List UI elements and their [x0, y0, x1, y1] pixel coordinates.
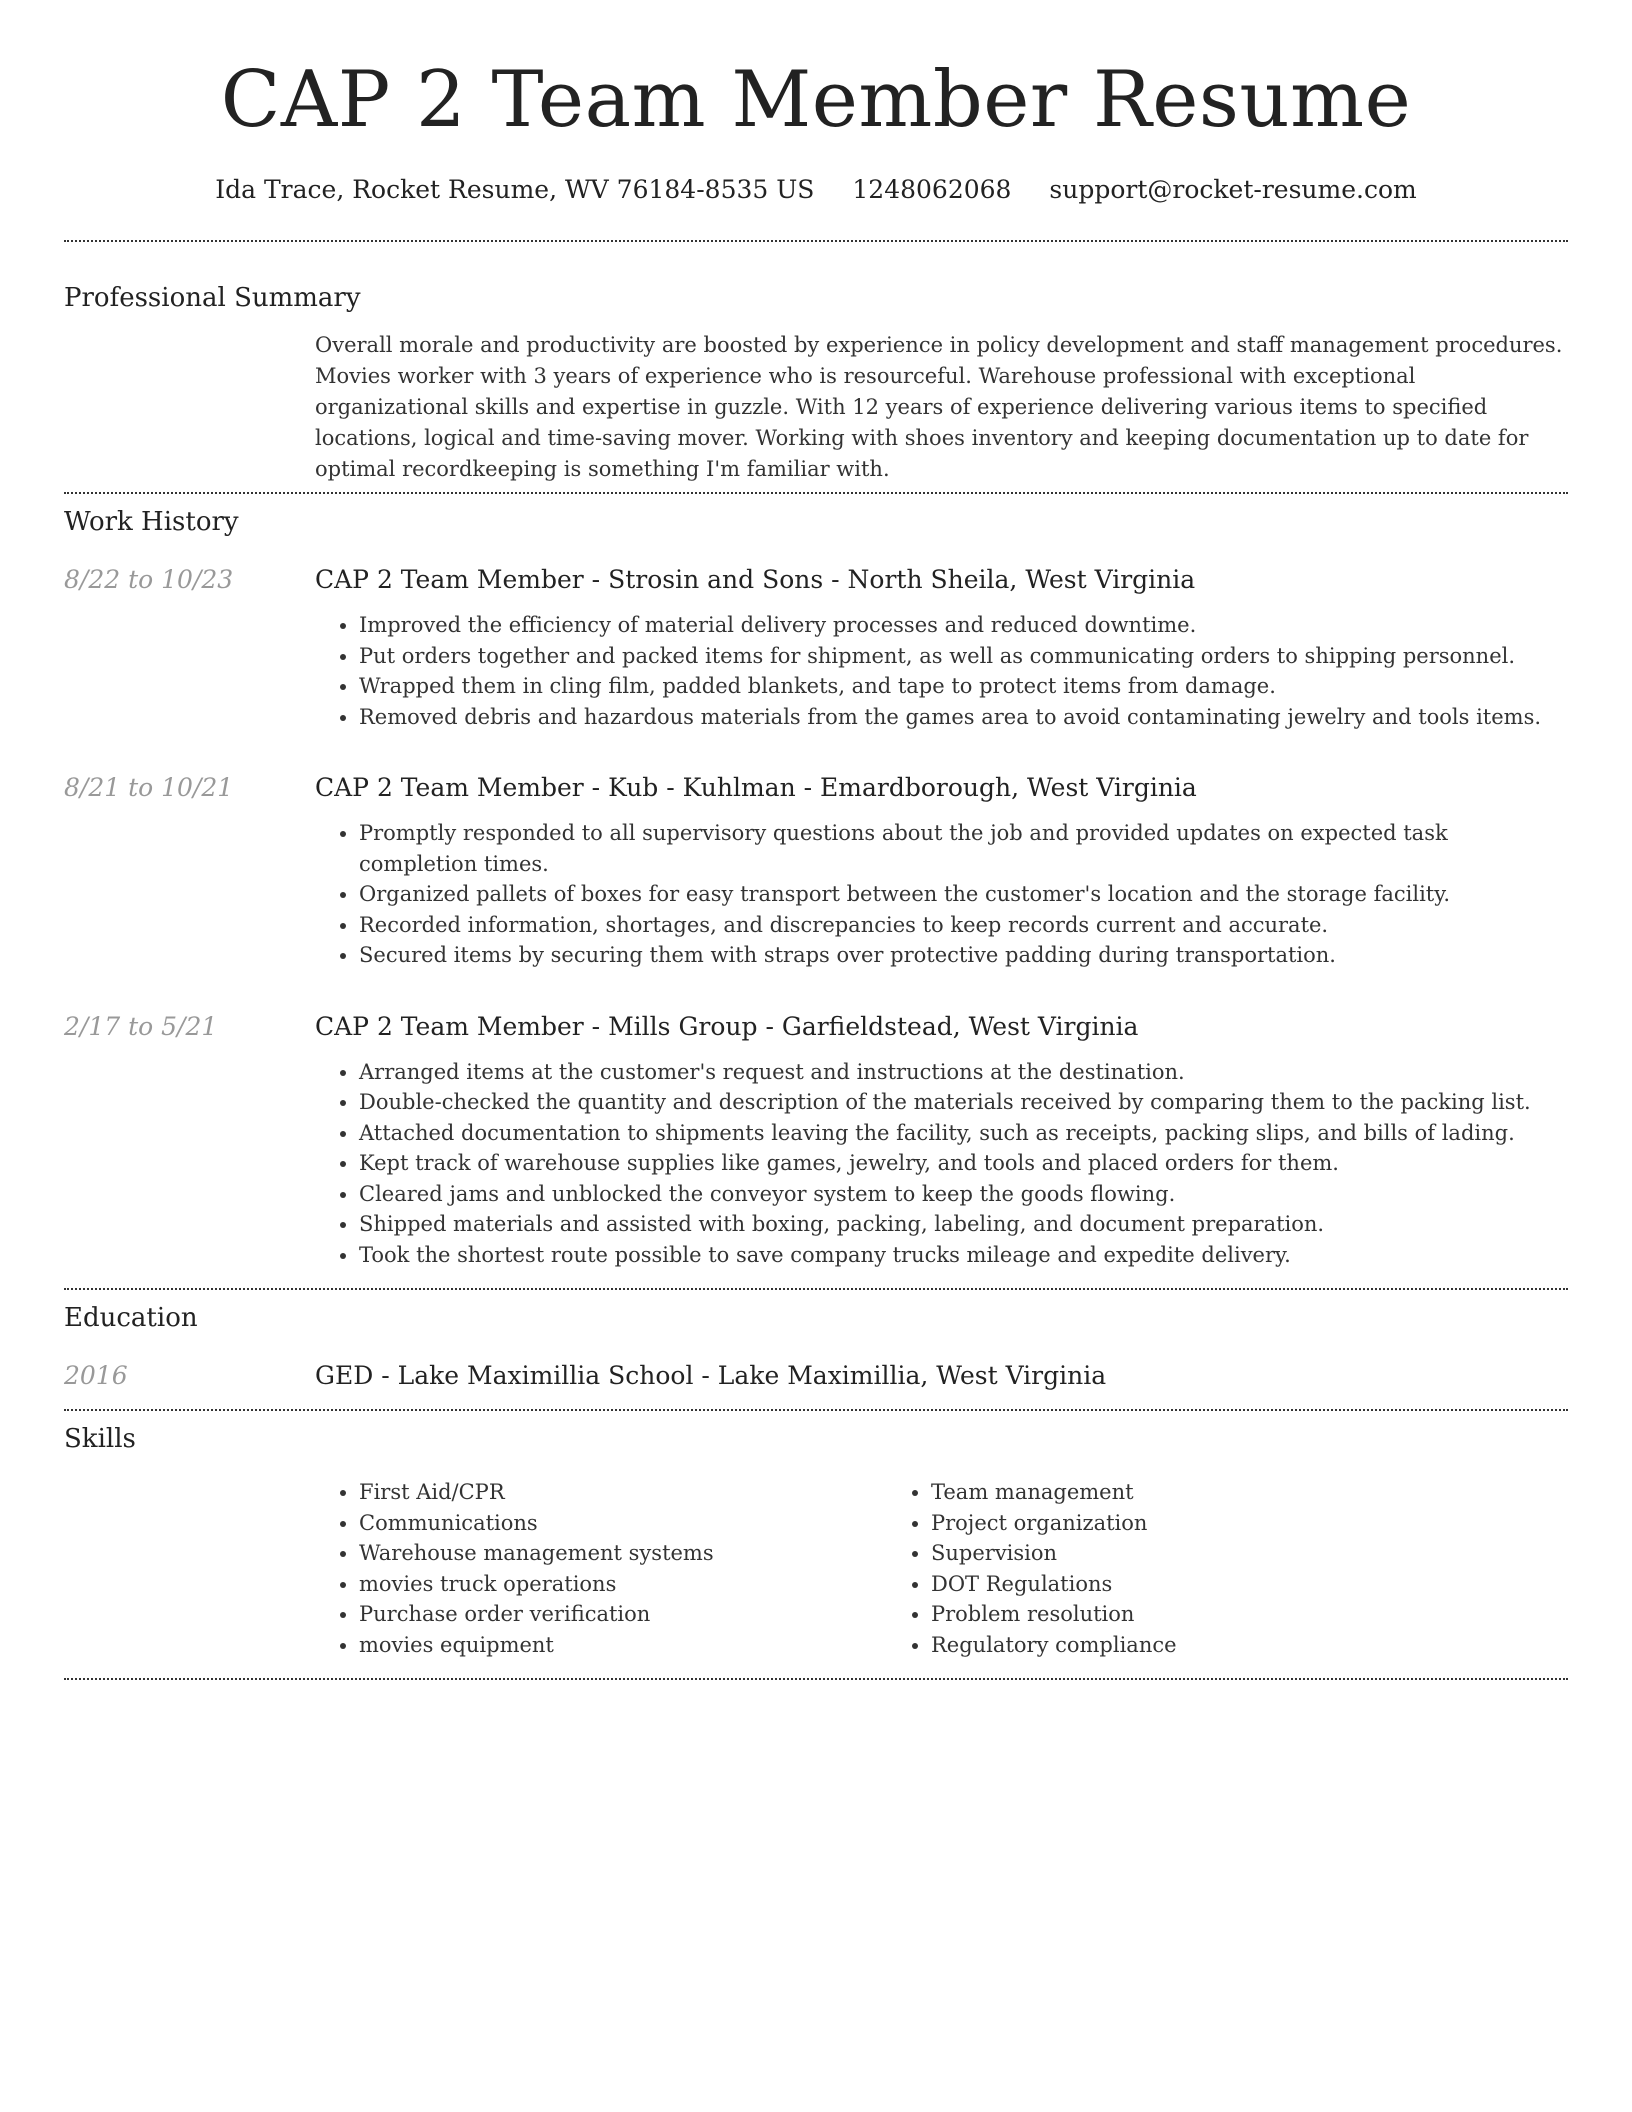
job-dates: 8/21 to 10/21	[64, 773, 234, 802]
job-bullet: • Improved the efficiency of material delivery processes and reduced downtime.	[359, 610, 1568, 641]
job-bullet: • Took the shortest route possible to save company trucks mileage and expedite delivery.	[359, 1240, 1568, 1271]
job-bullet: • Shipped materials and assisted with boxing, packing, labeling, and document preparation.	[359, 1209, 1568, 1240]
work-history-section	[64, 506, 1568, 1270]
job-bullet: • Arranged items at the customer's request and instructions at the destination.	[359, 1057, 1568, 1088]
job-bullet: • Recorded information, shortages, and discrepancies to keep records current and accurate.	[359, 910, 1568, 941]
skills-section	[64, 1423, 1568, 1660]
skills-grid	[315, 1477, 1568, 1660]
skill-item: • movies equipment	[359, 1630, 887, 1661]
summary-heading: Professional Summary	[64, 283, 361, 313]
skill-item: • movies truck operations	[359, 1569, 887, 1600]
job-bullets	[315, 818, 1568, 971]
job-bullet: • Organized pallets of boxes for easy transport between the customer's location and the storage facility.	[359, 879, 1568, 910]
summary-section	[64, 282, 1568, 485]
skill-item: • DOT Regulations	[931, 1569, 1459, 1600]
job-bullet: • Double-checked the quantity and description of the materials received by comparing them to the packing list.	[359, 1087, 1568, 1118]
skill-item: • Team management	[931, 1477, 1459, 1508]
education-text: GED - Lake Maximillia School - Lake Maximillia, West Virginia	[315, 1361, 1107, 1390]
skill-item: • Supervision	[931, 1538, 1459, 1569]
skill-item: • First Aid/CPR	[359, 1477, 887, 1508]
job-title: CAP 2 Team Member - Mills Group - Garfieldstead, West Virginia	[315, 1011, 1139, 1041]
education-section	[64, 1302, 1568, 1392]
job-bullet: • Put orders together and packed items for shipment, as well as communicating orders to shipping personnel.	[359, 641, 1568, 672]
skills-list-left	[315, 1477, 887, 1660]
education-divider	[64, 1409, 1568, 1411]
skills-divider	[64, 1678, 1568, 1680]
education-heading: Education	[64, 1303, 198, 1333]
job-bullet: • Cleared jams and unblocked the conveyor system to keep the goods flowing.	[359, 1179, 1568, 1210]
contact-phone: 1248062068	[852, 175, 1012, 204]
job-entry	[64, 772, 1568, 971]
job-bullet: • Secured items by securing them with straps over protective padding during transportation.	[359, 940, 1568, 971]
job-title: CAP 2 Team Member - Kub - Kuhlman - Emardborough, West Virginia	[315, 773, 1197, 802]
skills-left-spacer	[64, 1477, 315, 1660]
skills-list-right	[887, 1477, 1459, 1660]
skill-item: • Purchase order verification	[359, 1599, 887, 1630]
job-bullets	[315, 1057, 1568, 1271]
header-divider	[64, 240, 1568, 242]
work-history-heading: Work History	[64, 507, 239, 537]
skills-heading: Skills	[64, 1424, 136, 1454]
skill-item: • Regulatory compliance	[931, 1630, 1459, 1661]
summary-text: Overall morale and productivity are boosted by experience in policy development and staff management procedures. Movies worker with 3 years of experience who is resourceful. Warehouse professional with exceptional organizational skills and expertise in guzzle. With 12 years of experience delivering various items to specified locations, logical and time-saving mover. Working with shoes inventory and keeping documentation up to date for optimal recordkeeping is something I'm familiar with.	[315, 333, 1563, 481]
resume-title: CAP 2 Team Member Resume	[220, 55, 1412, 145]
contact-email: support@rocket-resume.com	[1049, 175, 1417, 204]
job-title: CAP 2 Team Member - Strosin and Sons - North Sheila, West Virginia	[315, 565, 1196, 594]
job-bullet: • Attached documentation to shipments leaving the facility, such as receipts, packing slips, and bills of lading.	[359, 1118, 1568, 1149]
contact-address: Ida Trace, Rocket Resume, WV 76184-8535 US	[215, 175, 815, 204]
job-dates: 8/22 to 10/23	[64, 565, 234, 594]
skill-item: • Warehouse management systems	[359, 1538, 887, 1569]
job-bullet: • Removed debris and hazardous materials from the games area to avoid contaminating jewelry and tools items.	[359, 702, 1568, 733]
education-year: 2016	[64, 1361, 128, 1390]
skill-item: • Problem resolution	[931, 1599, 1459, 1630]
job-bullet: • Promptly responded to all supervisory questions about the job and provided updates on expected task completion times.	[359, 818, 1568, 879]
job-entry	[64, 564, 1568, 732]
job-entry	[64, 1011, 1568, 1271]
job-bullet: • Wrapped them in cling film, padded blankets, and tape to protect items from damage.	[359, 671, 1568, 702]
job-bullet: • Kept track of warehouse supplies like games, jewelry, and tools and placed orders for them.	[359, 1148, 1568, 1179]
skill-item: • Communications	[359, 1508, 887, 1539]
skill-item: • Project organization	[931, 1508, 1459, 1539]
job-bullets	[315, 610, 1568, 732]
resume-page	[64, 0, 1568, 1680]
job-dates: 2/17 to 5/21	[64, 1011, 218, 1041]
contact-line	[64, 174, 1568, 206]
summary-divider	[64, 492, 1568, 494]
education-entry	[64, 1360, 1568, 1392]
summary-left-spacer	[64, 330, 315, 485]
work-divider	[64, 1288, 1568, 1290]
